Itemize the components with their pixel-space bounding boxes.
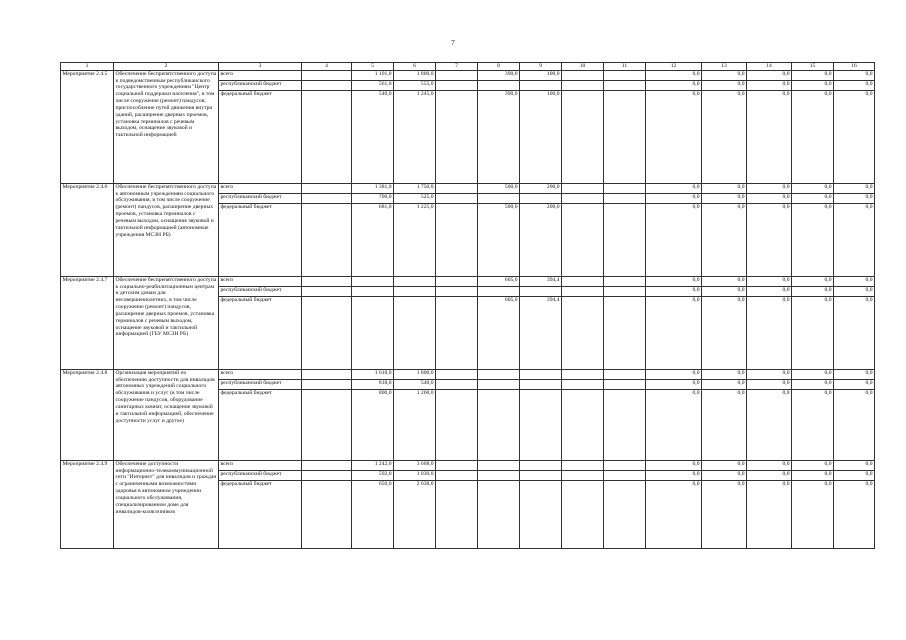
amount-cell bbox=[562, 203, 604, 276]
amount-cell bbox=[436, 183, 478, 193]
amount-cell: 390,0 bbox=[478, 90, 520, 183]
amount-cell bbox=[302, 296, 352, 369]
column-header: 15 bbox=[792, 63, 834, 71]
amount-cell: 3 668,0 bbox=[394, 460, 436, 470]
amount-cell bbox=[604, 470, 646, 480]
amount-cell: 0,0 bbox=[834, 389, 875, 460]
column-header: 10 bbox=[562, 63, 604, 71]
amount-cell bbox=[520, 460, 562, 470]
funding-source: федеральный бюджет bbox=[219, 389, 302, 460]
amount-cell: 0,0 bbox=[792, 203, 834, 276]
column-header: 2 bbox=[114, 63, 219, 71]
amount-cell bbox=[562, 286, 604, 296]
amount-cell: 0,0 bbox=[747, 183, 792, 193]
amount-cell: 0,0 bbox=[834, 379, 875, 389]
amount-cell: 0,0 bbox=[792, 470, 834, 480]
amount-cell: 0,0 bbox=[702, 286, 747, 296]
amount-cell: 1 030,0 bbox=[394, 470, 436, 480]
amount-cell bbox=[604, 286, 646, 296]
table-body bbox=[61, 63, 875, 549]
amount-cell: 0,0 bbox=[834, 480, 875, 548]
amount-cell: 0,0 bbox=[646, 369, 702, 379]
amount-cell bbox=[302, 460, 352, 470]
column-header: 9 bbox=[520, 63, 562, 71]
amount-cell bbox=[478, 369, 520, 379]
amount-cell: 0,0 bbox=[747, 480, 792, 548]
amount-cell: 0,0 bbox=[747, 286, 792, 296]
amount-cell bbox=[436, 90, 478, 183]
amount-cell bbox=[562, 389, 604, 460]
funding-source: федеральный бюджет bbox=[219, 90, 302, 183]
amount-cell: 0,0 bbox=[834, 296, 875, 369]
amount-cell bbox=[436, 389, 478, 460]
amount-cell bbox=[302, 470, 352, 480]
amount-cell: 0,0 bbox=[646, 193, 702, 203]
amount-cell bbox=[436, 286, 478, 296]
amount-cell: 0,0 bbox=[792, 296, 834, 369]
amount-cell: 0,0 bbox=[702, 203, 747, 276]
amount-cell: 394,4 bbox=[520, 296, 562, 369]
amount-cell bbox=[562, 276, 604, 286]
funding-source: федеральный бюджет bbox=[219, 203, 302, 276]
funding-source: республиканский бюджет bbox=[219, 379, 302, 389]
amount-cell bbox=[604, 276, 646, 286]
amount-cell bbox=[562, 369, 604, 379]
amount-cell: 0,0 bbox=[702, 193, 747, 203]
amount-cell bbox=[302, 369, 352, 379]
amount-cell bbox=[436, 203, 478, 276]
amount-cell bbox=[604, 480, 646, 548]
amount-cell: 100,0 bbox=[520, 70, 562, 80]
column-header: 16 bbox=[834, 63, 875, 71]
amount-cell: 0,0 bbox=[834, 286, 875, 296]
amount-cell bbox=[520, 286, 562, 296]
amount-cell: 605,0 bbox=[478, 276, 520, 286]
amount-cell: 0,0 bbox=[747, 369, 792, 379]
amount-cell: 0,0 bbox=[834, 183, 875, 193]
funding-source: всего bbox=[219, 460, 302, 470]
amount-cell bbox=[562, 80, 604, 90]
amount-cell: 592,0 bbox=[352, 470, 394, 480]
amount-cell: 200,0 bbox=[520, 183, 562, 193]
amount-cell: 681,0 bbox=[352, 203, 394, 276]
amount-cell: 0,0 bbox=[702, 480, 747, 548]
amount-cell: 605,0 bbox=[478, 296, 520, 369]
activity-code: Мероприятие 2.4.7 bbox=[61, 276, 114, 369]
amount-cell: 0,0 bbox=[834, 203, 875, 276]
amount-cell: 0,0 bbox=[702, 389, 747, 460]
amount-cell: 0,0 bbox=[702, 460, 747, 470]
funding-source: всего bbox=[219, 70, 302, 80]
amount-cell bbox=[604, 296, 646, 369]
activity-name: Обеспечение беспрепятственного доступа к социально-реабилитационным центрам и детским домам для несовершеннолетних, в том числе сооружение (ремонт) пандусов, расширение дверных проемов, установка терминалов с речевым выходом, оснащение звуковой и тактильной информацией (ГБУ МСЗН РБ) bbox=[114, 276, 219, 369]
amount-cell bbox=[604, 80, 646, 90]
amount-cell bbox=[436, 276, 478, 286]
activity-name: Обеспечение доступности информационно-телекоммуникационной сети "Интернет" для инвалидов и граждан с ограниченными возможностями здоровья в автономном учреждении социального обслуживания, специализированном доме для инвалидов-колясочников bbox=[114, 460, 219, 548]
activity-code: Мероприятие 2.4.5 bbox=[61, 70, 114, 183]
amount-cell bbox=[478, 379, 520, 389]
amount-cell: 0,0 bbox=[646, 460, 702, 470]
amount-cell bbox=[520, 193, 562, 203]
amount-cell bbox=[352, 276, 394, 286]
column-header: 12 bbox=[646, 63, 702, 71]
table-row bbox=[61, 183, 875, 193]
amount-cell bbox=[302, 193, 352, 203]
amount-cell bbox=[520, 379, 562, 389]
amount-cell: 0,0 bbox=[702, 70, 747, 80]
amount-cell bbox=[436, 80, 478, 90]
amount-cell: 1 750,0 bbox=[394, 183, 436, 193]
amount-cell: 1 245,0 bbox=[394, 90, 436, 183]
amount-cell: 0,0 bbox=[834, 369, 875, 379]
funding-source: всего bbox=[219, 183, 302, 193]
column-header: 6 bbox=[394, 63, 436, 71]
column-header: 8 bbox=[478, 63, 520, 71]
amount-cell: 0,0 bbox=[747, 80, 792, 90]
amount-cell bbox=[604, 183, 646, 193]
amount-cell bbox=[604, 460, 646, 470]
amount-cell: 0,0 bbox=[702, 379, 747, 389]
amount-cell bbox=[478, 286, 520, 296]
amount-cell: 0,0 bbox=[747, 70, 792, 80]
activity-name: Организация мероприятий по обеспечению доступности для инвалидов автономных учреждений социального обслуживания и услуг (в том числе сооружение пандусов, оборудование санитарных комнат, оснащение звуковой и тактильной информацией, обеспечение доступности услуг и другое) bbox=[114, 369, 219, 460]
amount-cell bbox=[604, 70, 646, 80]
amount-cell: 0,0 bbox=[702, 90, 747, 183]
amount-cell bbox=[436, 193, 478, 203]
amount-cell bbox=[562, 470, 604, 480]
amount-cell bbox=[478, 193, 520, 203]
amount-cell: 0,0 bbox=[792, 70, 834, 80]
amount-cell bbox=[302, 183, 352, 193]
amount-cell bbox=[394, 286, 436, 296]
amount-cell: 500,0 bbox=[478, 203, 520, 276]
activity-name: Обеспечение беспрепятственного доступа к автономным учреждениям социального обслуживания, в том числе сооружение (ремонт) пандусов, расширение дверных проемов, установка терминалов с речевым выходом, оснащение звуковой и тактильной информацией (автономные учреждения МСЗН РБ) bbox=[114, 183, 219, 276]
activity-code: Мероприятие 2.4.6 bbox=[61, 183, 114, 276]
column-header: 3 bbox=[219, 63, 302, 71]
amount-cell: 0,0 bbox=[646, 90, 702, 183]
table-row bbox=[61, 369, 875, 379]
funding-source: всего bbox=[219, 276, 302, 286]
amount-cell: 200,0 bbox=[520, 203, 562, 276]
column-number-row bbox=[61, 63, 875, 71]
amount-cell: 0,0 bbox=[646, 183, 702, 193]
amount-cell bbox=[604, 379, 646, 389]
amount-cell bbox=[520, 80, 562, 90]
amount-cell: 0,0 bbox=[646, 80, 702, 90]
amount-cell: 525,0 bbox=[394, 193, 436, 203]
amount-cell: 390,0 bbox=[478, 70, 520, 80]
amount-cell bbox=[478, 80, 520, 90]
amount-cell: 500,0 bbox=[478, 183, 520, 193]
amount-cell bbox=[302, 203, 352, 276]
amount-cell bbox=[478, 460, 520, 470]
amount-cell bbox=[436, 379, 478, 389]
amount-cell bbox=[436, 369, 478, 379]
amount-cell: 100,0 bbox=[520, 90, 562, 183]
amount-cell bbox=[302, 286, 352, 296]
amount-cell bbox=[394, 296, 436, 369]
activity-code: Мероприятие 2.4.8 bbox=[61, 369, 114, 460]
amount-cell: 0,0 bbox=[792, 460, 834, 470]
amount-cell: 0,0 bbox=[834, 193, 875, 203]
funding-source: республиканский бюджет bbox=[219, 193, 302, 203]
amount-cell bbox=[562, 296, 604, 369]
amount-cell: 0,0 bbox=[747, 203, 792, 276]
amount-cell: 1 260,0 bbox=[394, 389, 436, 460]
amount-cell: 0,0 bbox=[792, 369, 834, 379]
amount-cell: 0,0 bbox=[646, 389, 702, 460]
amount-cell bbox=[562, 480, 604, 548]
amount-cell: 0,0 bbox=[834, 460, 875, 470]
amount-cell: 0,0 bbox=[702, 80, 747, 90]
amount-cell: 1 381,0 bbox=[352, 183, 394, 193]
amount-cell bbox=[478, 480, 520, 548]
amount-cell bbox=[302, 379, 352, 389]
amount-cell: 0,0 bbox=[747, 379, 792, 389]
amount-cell: 0,0 bbox=[792, 90, 834, 183]
column-header: 4 bbox=[302, 63, 352, 71]
amount-cell: 0,0 bbox=[792, 183, 834, 193]
table-row bbox=[61, 70, 875, 80]
activity-code: Мероприятие 2.4.9 bbox=[61, 460, 114, 548]
amount-cell: 555,0 bbox=[394, 80, 436, 90]
amount-cell bbox=[394, 276, 436, 286]
amount-cell: 650,0 bbox=[352, 480, 394, 548]
amount-cell: 1 800,0 bbox=[394, 70, 436, 80]
amount-cell bbox=[562, 183, 604, 193]
amount-cell: 0,0 bbox=[834, 470, 875, 480]
amount-cell: 540,0 bbox=[394, 379, 436, 389]
amount-cell bbox=[562, 90, 604, 183]
table-row bbox=[61, 276, 875, 286]
amount-cell bbox=[520, 369, 562, 379]
amount-cell: 0,0 bbox=[646, 296, 702, 369]
amount-cell: 700,0 bbox=[352, 193, 394, 203]
amount-cell: 1 242,0 bbox=[352, 460, 394, 470]
amount-cell bbox=[478, 470, 520, 480]
amount-cell bbox=[436, 470, 478, 480]
amount-cell: 0,0 bbox=[747, 276, 792, 286]
amount-cell bbox=[302, 389, 352, 460]
amount-cell bbox=[436, 460, 478, 470]
table-row bbox=[61, 460, 875, 470]
amount-cell bbox=[604, 90, 646, 183]
amount-cell bbox=[562, 460, 604, 470]
budget-table bbox=[60, 62, 875, 549]
amount-cell: 0,0 bbox=[646, 480, 702, 548]
amount-cell bbox=[562, 379, 604, 389]
amount-cell: 0,0 bbox=[646, 286, 702, 296]
amount-cell: 0,0 bbox=[747, 193, 792, 203]
amount-cell bbox=[520, 480, 562, 548]
amount-cell: 0,0 bbox=[646, 276, 702, 286]
amount-cell: 0,0 bbox=[792, 389, 834, 460]
amount-cell: 0,0 bbox=[792, 286, 834, 296]
amount-cell: 0,0 bbox=[646, 470, 702, 480]
amount-cell: 0,0 bbox=[702, 369, 747, 379]
amount-cell: 818,0 bbox=[352, 379, 394, 389]
amount-cell bbox=[604, 203, 646, 276]
amount-cell: 0,0 bbox=[792, 193, 834, 203]
amount-cell bbox=[302, 70, 352, 80]
amount-cell bbox=[520, 389, 562, 460]
amount-cell: 0,0 bbox=[834, 80, 875, 90]
amount-cell: 561,0 bbox=[352, 80, 394, 90]
amount-cell bbox=[436, 480, 478, 548]
amount-cell bbox=[604, 369, 646, 379]
amount-cell bbox=[302, 276, 352, 286]
column-header: 1 bbox=[61, 63, 114, 71]
amount-cell: 800,0 bbox=[352, 389, 394, 460]
amount-cell: 0,0 bbox=[646, 203, 702, 276]
column-header: 11 bbox=[604, 63, 646, 71]
activity-name: Обеспечение беспрепятственного доступа к подведомственным республиканского государственного учреждениям "Центр социальной поддержки населения", в том числе сооружение (ремонт) пандусов, приспособление путей движения внутри зданий, расширение дверных проемов, установка терминалов с речевым выходом, оснащение звуковой и тактильной информацией bbox=[114, 70, 219, 183]
amount-cell: 0,0 bbox=[834, 90, 875, 183]
amount-cell: 0,0 bbox=[792, 80, 834, 90]
amount-cell: 540,0 bbox=[352, 90, 394, 183]
amount-cell: 0,0 bbox=[646, 70, 702, 80]
amount-cell: 0,0 bbox=[792, 480, 834, 548]
funding-source: федеральный бюджет bbox=[219, 480, 302, 548]
amount-cell: 0,0 bbox=[747, 90, 792, 183]
amount-cell bbox=[478, 389, 520, 460]
amount-cell bbox=[436, 70, 478, 80]
amount-cell: 1 225,0 bbox=[394, 203, 436, 276]
amount-cell: 0,0 bbox=[646, 379, 702, 389]
amount-cell: 394,4 bbox=[520, 276, 562, 286]
funding-source: республиканский бюджет bbox=[219, 286, 302, 296]
amount-cell: 0,0 bbox=[792, 276, 834, 286]
funding-source: всего bbox=[219, 369, 302, 379]
column-header: 7 bbox=[436, 63, 478, 71]
funding-source: республиканский бюджет bbox=[219, 80, 302, 90]
amount-cell: 0,0 bbox=[702, 276, 747, 286]
funding-source: федеральный бюджет bbox=[219, 296, 302, 369]
amount-cell: 0,0 bbox=[834, 70, 875, 80]
amount-cell bbox=[436, 296, 478, 369]
amount-cell: 0,0 bbox=[747, 460, 792, 470]
amount-cell: 0,0 bbox=[702, 296, 747, 369]
amount-cell: 0,0 bbox=[702, 183, 747, 193]
amount-cell: 1 800,0 bbox=[394, 369, 436, 379]
amount-cell bbox=[562, 193, 604, 203]
amount-cell bbox=[352, 286, 394, 296]
amount-cell bbox=[562, 70, 604, 80]
amount-cell: 1 618,0 bbox=[352, 369, 394, 379]
amount-cell bbox=[604, 389, 646, 460]
amount-cell: 0,0 bbox=[747, 470, 792, 480]
amount-cell: 0,0 bbox=[702, 470, 747, 480]
amount-cell: 0,0 bbox=[792, 379, 834, 389]
amount-cell bbox=[520, 470, 562, 480]
amount-cell bbox=[302, 480, 352, 548]
amount-cell bbox=[352, 296, 394, 369]
amount-cell bbox=[604, 193, 646, 203]
column-header: 14 bbox=[747, 63, 792, 71]
amount-cell: 0,0 bbox=[834, 276, 875, 286]
funding-source: республиканский бюджет bbox=[219, 470, 302, 480]
column-header: 5 bbox=[352, 63, 394, 71]
amount-cell: 0,0 bbox=[747, 389, 792, 460]
amount-cell bbox=[302, 90, 352, 183]
amount-cell: 2 638,0 bbox=[394, 480, 436, 548]
amount-cell: 1 101,0 bbox=[352, 70, 394, 80]
amount-cell: 0,0 bbox=[747, 296, 792, 369]
amount-cell bbox=[302, 80, 352, 90]
column-header: 13 bbox=[702, 63, 747, 71]
page-number: 7 bbox=[451, 39, 455, 47]
